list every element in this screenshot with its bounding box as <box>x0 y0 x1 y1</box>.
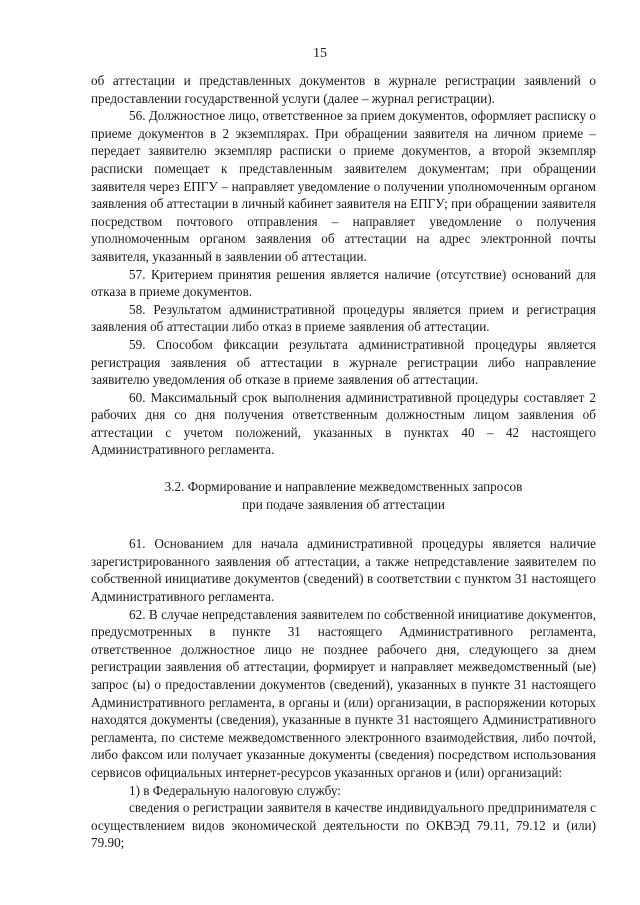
paragraph-62: 62. В случае непредставления заявителем по собственной инициативе документов, предусмотренных в пункте 31 настоящего Административного регламента, ответственное должностное лицо не позднее рабочего дня, следующего за днем регистрации заявления об аттестации, формирует и направляет межведомственный (ые) запрос (ы) о предоставлении документов (сведений), указанных в пункте 31 настоящего Административного регламента, в органы и (или) организации, в распоряжении которых находятся документы (сведения), указанные в пункте 31 настоящего Административного регламента, по системе межведомственного электронного взаимодействия, либо почтой, либо факсом или получает указанные документы (сведения) посредством использования сервисов официальных интернет-ресурсов указанных органов и (или) организаций: <box>91 606 596 780</box>
paragraph-57: 57. Критерием принятия решения является наличие (отсутствие) оснований для отказа в приеме документов. <box>91 266 596 300</box>
section-heading-line-1: 3.2. Формирование и направление межведомственных запросов <box>164 479 523 495</box>
document-body <box>91 72 596 852</box>
paragraph-59: 59. Способом фиксации результата административной процедуры является регистрация заявления об аттестации в журнале регистрации либо направление заявителю уведомления об отказе в приеме заявления об аттестации. <box>91 336 596 388</box>
section-heading <box>91 478 596 513</box>
section-heading-line-2: при подаче заявления об аттестации <box>242 496 445 512</box>
list-item-registration-info: сведения о регистрации заявителя в качестве индивидуального предпринимателя с осуществлением видов экономической деятельности по ОКВЭД 79.11, 79.12 и (или) 79.90; <box>91 800 596 851</box>
list-item-fns: 1) в Федеральную налоговую службу: <box>129 782 341 798</box>
paragraph-continuation: об аттестации и представленных документов в журнале регистрации заявлений о предоставлении государственной услуги (далее – журнал регистрации). <box>91 73 596 106</box>
paragraph-58: 58. Результатом административной процедуры является прием и регистрация заявления об аттестации либо отказ в приеме заявления об аттестации. <box>91 301 596 335</box>
paragraph-61: 61. Основанием для начала административной процедуры является наличие зарегистрированного заявления об аттестации, а также непредставление заявителем по собственной инициативе документов (сведений) в соответствии с пунктом 31 настоящего Административного регламента. <box>91 536 596 605</box>
paragraph-56: 56. Должностное лицо, ответственное за прием документов, оформляет расписку о приеме документов в 2 экземплярах. При обращении заявителя на личном приеме – передает заявителю экземпляр расписки о приеме документов, а второй экземпляр расписки помещает к представленным заявителем документам; при обращении заявителя через ЕПГУ – направляет уведомление о получении уполномоченным органом заявления об аттестации в личный кабинет заявителя на ЕПГУ; при обращении заявителя посредством почтового отправления – направляет уведомление о получения уполномоченным органом заявления об аттестации на адрес электронной почты заявителя, указанный в заявлении об аттестации. <box>91 108 596 264</box>
paragraph-60: 60. Максимальный срок выполнения административной процедуры составляет 2 рабочих дня со дня получения ответственным должностным лицом заявления об аттестации с учетом положений, указанных в пунктах 40 – 42 настоящего Административного регламента. <box>91 389 596 458</box>
page-number: 15 <box>313 46 327 61</box>
